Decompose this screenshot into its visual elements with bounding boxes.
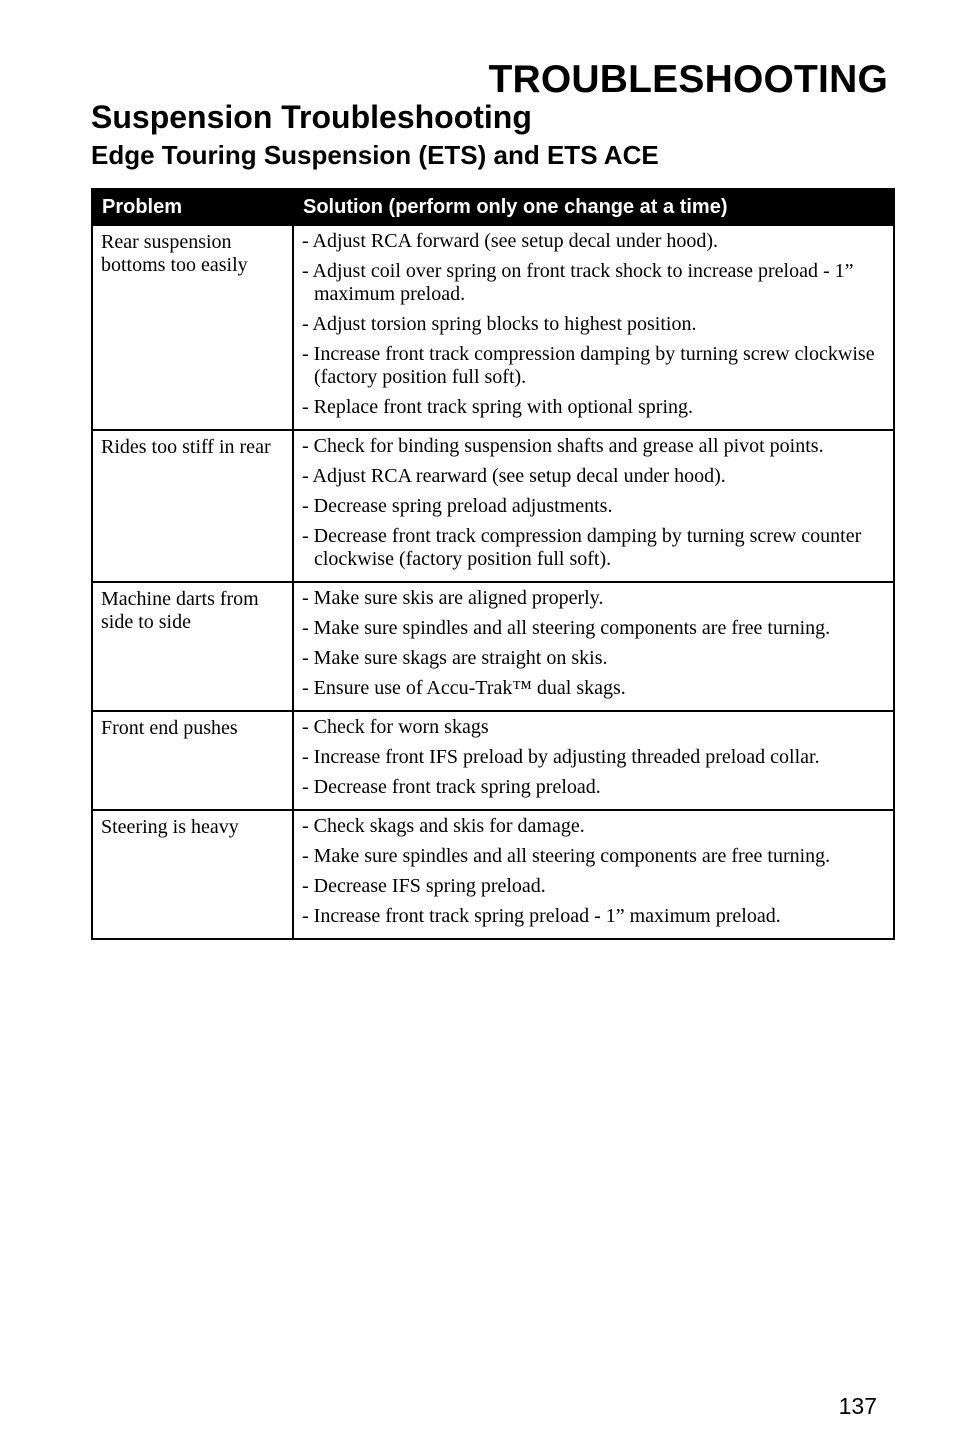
solution-item: - Make sure skis are aligned properly.	[302, 587, 604, 609]
troubleshooting-table	[91, 188, 895, 940]
solution-cell	[293, 582, 894, 711]
table-row	[92, 582, 894, 711]
solution-item: - Adjust RCA rearward (see setup decal under hood).	[302, 465, 726, 487]
solution-item: - Decrease front track compression damping by turning screw counter clockwise (factory position full soft).	[302, 525, 862, 570]
subsection-title: Edge Touring Suspension (ETS) and ETS ACE	[91, 140, 659, 170]
table-body	[92, 225, 894, 939]
solution-item: - Make sure spindles and all steering components are free turning.	[302, 845, 831, 867]
problem-cell: Rides too stiff in rear	[92, 430, 293, 582]
solution-item: - Increase front track spring preload - 1” maximum preload.	[302, 905, 781, 927]
solution-item: - Replace front track spring with optional spring.	[302, 396, 694, 418]
problem-cell: Steering is heavy	[92, 810, 293, 939]
solution-cell	[293, 711, 894, 810]
solution-item: - Check skags and skis for damage.	[302, 815, 585, 837]
solution-cell	[293, 810, 894, 939]
solution-item: - Check for worn skags	[302, 716, 489, 738]
chapter-title: TROUBLESHOOTING	[488, 58, 888, 101]
solution-item: - Make sure spindles and all steering components are free turning.	[302, 617, 831, 639]
section-title: Suspension Troubleshooting	[91, 99, 532, 135]
page-number: 137	[838, 1393, 877, 1419]
table-header-row	[92, 189, 894, 225]
solution-item: - Decrease front track spring preload.	[302, 776, 601, 798]
table-row	[92, 711, 894, 810]
solution-item: - Make sure skags are straight on skis.	[302, 647, 608, 669]
solution-item: - Increase front IFS preload by adjusting threaded preload collar.	[302, 746, 820, 768]
solution-item: - Increase front track compression damping by turning screw clockwise (factory position full soft).	[302, 343, 875, 388]
problem-cell: Rear suspension bottoms too easily	[92, 225, 293, 430]
solution-item: - Decrease IFS spring preload.	[302, 875, 546, 897]
solution-item: - Adjust coil over spring on front track shock to increase preload - 1” maximum preload.	[302, 260, 854, 305]
solution-item: - Adjust torsion spring blocks to highest position.	[302, 313, 697, 335]
problem-cell: Front end pushes	[92, 711, 293, 810]
table-row	[92, 225, 894, 430]
solution-item: - Decrease spring preload adjustments.	[302, 495, 613, 517]
solution-item: - Check for binding suspension shafts and grease all pivot points.	[302, 435, 824, 457]
table-row	[92, 810, 894, 939]
solution-cell	[293, 225, 894, 430]
solution-item: - Adjust RCA forward (see setup decal under hood).	[302, 230, 719, 252]
header-solution: Solution (perform only one change at a time)	[293, 189, 894, 225]
problem-cell: Machine darts from side to side	[92, 582, 293, 711]
solution-item: - Ensure use of Accu-Trak™ dual skags.	[302, 677, 626, 699]
solution-cell	[293, 430, 894, 582]
table-row	[92, 430, 894, 582]
header-problem: Problem	[92, 189, 293, 225]
